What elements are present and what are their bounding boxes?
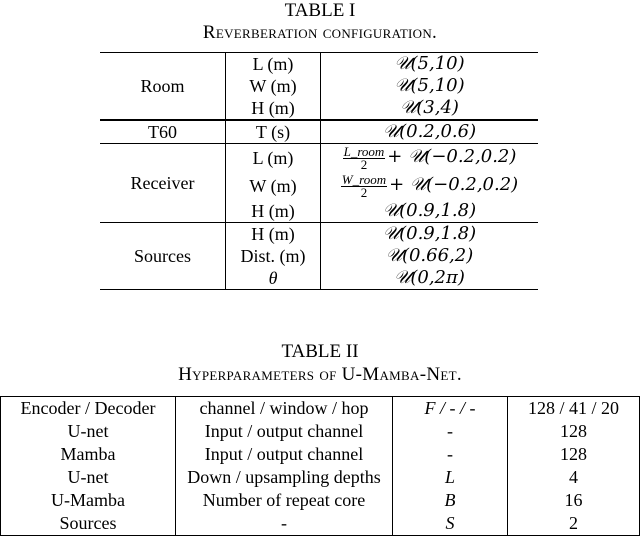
symbol-text: L	[444, 467, 455, 487]
symbol-cell	[393, 397, 508, 421]
dist-cell: 𝒰(0.2,0.6)	[321, 120, 539, 144]
dist-cell: 𝒰(0.9,1.8)	[321, 200, 539, 223]
table-row	[1, 489, 640, 512]
symbol-text: B	[444, 490, 456, 510]
value-cell: 128	[508, 443, 640, 466]
param-cell: L (m)	[226, 53, 321, 76]
module-cell: Mamba	[1, 443, 176, 466]
reverberation-table	[100, 52, 538, 290]
dist-cell: 𝒰(5,10)	[321, 53, 539, 76]
param-cell: H (m)	[226, 200, 321, 223]
fraction-denominator: 2	[360, 184, 368, 200]
table-row	[100, 53, 538, 76]
table-row	[1, 512, 640, 536]
fraction-numerator: W_room	[341, 171, 387, 187]
theta-symbol: θ	[268, 268, 278, 288]
table2-number: TABLE II	[281, 341, 359, 362]
table-row	[1, 420, 640, 443]
symbol-text: S	[445, 513, 455, 533]
symbol-cell: -	[393, 443, 508, 466]
symbol-cell	[393, 512, 508, 536]
dist-cell: 𝒰(5,10)	[321, 75, 539, 97]
table-row	[100, 223, 538, 246]
table-row	[100, 144, 538, 173]
table-row	[1, 397, 640, 421]
value-cell: 128	[508, 420, 640, 443]
table-row	[1, 443, 640, 466]
param-cell: Dist. (m)	[226, 245, 321, 267]
dist-cell: 𝒰(0.9,1.8)	[321, 223, 539, 246]
symbol-cell	[393, 489, 508, 512]
hyperparameters-table	[0, 396, 640, 536]
module-cell: U-net	[1, 420, 176, 443]
dist-cell: 𝒰(3,4)	[321, 97, 539, 120]
dist-term: + 𝒰(−0.2,0.2)	[387, 146, 517, 168]
fraction	[341, 171, 387, 200]
param-cell: Input / output channel	[176, 443, 393, 466]
param-cell: Input / output channel	[176, 420, 393, 443]
fraction-numerator: L_room	[343, 143, 385, 159]
dist-cell	[321, 172, 539, 200]
table-row	[100, 120, 538, 144]
value-cell: 2	[508, 512, 640, 536]
symbol-cell: -	[393, 420, 508, 443]
group-room: Room	[100, 53, 226, 121]
param-cell: Down / upsampling depths	[176, 466, 393, 489]
module-cell: U-net	[1, 466, 176, 489]
param-cell: Number of repeat core	[176, 489, 393, 512]
value-cell: 128 / 41 / 20	[508, 397, 640, 421]
module-cell: Sources	[1, 512, 176, 536]
dist-cell	[321, 144, 539, 173]
param-cell	[226, 267, 321, 290]
dist-cell: 𝒰(0.66,2)	[321, 245, 539, 267]
param-cell: T (s)	[226, 120, 321, 144]
table2-title: Hyperparameters of U-Mamba-Net.	[178, 364, 462, 385]
param-cell: -	[176, 512, 393, 536]
symbol-text: F / - / -	[424, 398, 476, 418]
group-sources: Sources	[100, 223, 226, 290]
dist-term: + 𝒰(−0.2,0.2)	[389, 174, 519, 196]
table-row	[1, 466, 640, 489]
symbol-cell	[393, 466, 508, 489]
table1-number: TABLE I	[284, 0, 356, 21]
param-cell: channel / window / hop	[176, 397, 393, 421]
fraction-denominator: 2	[360, 156, 368, 172]
group-t60: T60	[100, 120, 226, 144]
module-cell: Encoder / Decoder	[1, 397, 176, 421]
dist-cell: 𝒰(0,2π)	[321, 267, 539, 290]
value-cell: 4	[508, 466, 640, 489]
param-cell: H (m)	[226, 223, 321, 246]
value-cell: 16	[508, 489, 640, 512]
param-cell: H (m)	[226, 97, 321, 120]
fraction	[343, 143, 386, 172]
param-cell: L (m)	[226, 144, 321, 173]
table1-title: Reverberation configuration.	[202, 22, 438, 43]
param-cell: W (m)	[226, 75, 321, 97]
group-receiver: Receiver	[100, 144, 226, 223]
param-cell: W (m)	[226, 172, 321, 200]
module-cell: U-Mamba	[1, 489, 176, 512]
